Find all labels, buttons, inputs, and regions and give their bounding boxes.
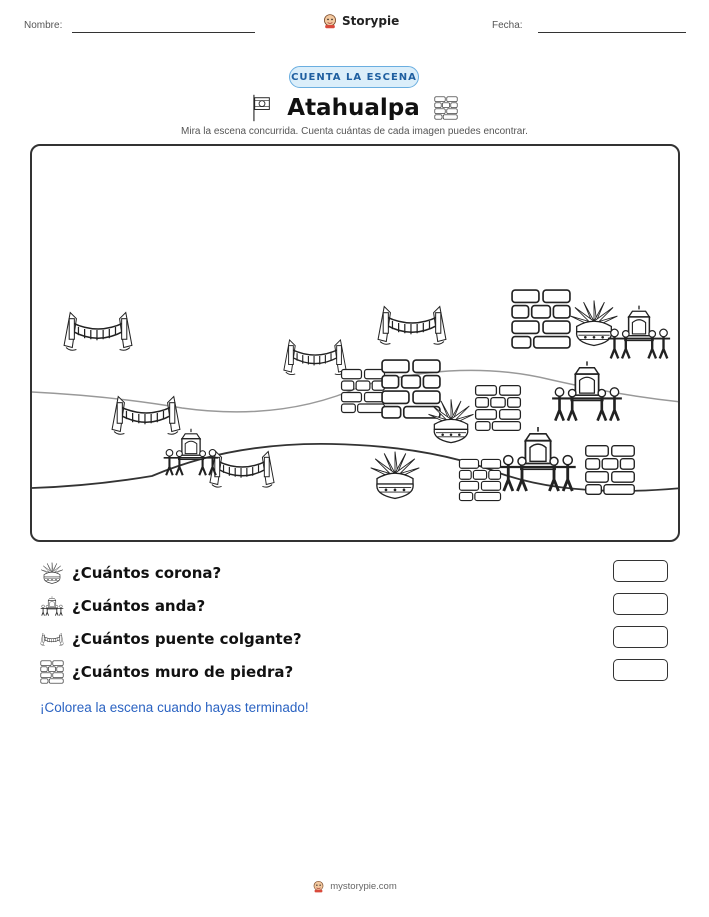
name-field[interactable] xyxy=(72,32,255,33)
question-text: ¿Cuántos anda? xyxy=(72,597,206,615)
hanging-bridge-1 xyxy=(64,313,132,351)
hanging-bridge-3 xyxy=(378,307,446,345)
title-row xyxy=(200,92,509,124)
question-text: ¿Cuántos muro de piedra? xyxy=(72,663,294,681)
hanging-bridge-2 xyxy=(284,340,346,375)
litter-icon xyxy=(40,594,64,618)
question-bridge xyxy=(40,626,672,652)
coloring-instruction: ¡Colorea la escena cuando hayas terminado! xyxy=(40,700,309,715)
stone-wall-4 xyxy=(476,386,521,431)
answer-box-crown[interactable] xyxy=(613,560,668,582)
stone-wall-6 xyxy=(586,446,635,495)
stone-wall-3 xyxy=(382,360,440,418)
flag-icon xyxy=(251,93,273,123)
crown-3 xyxy=(371,452,420,499)
page-title: Atahualpa xyxy=(287,95,420,121)
instructions-subtitle: Mira la escena concurrida. Cuenta cuántas de cada imagen puedes encontrar. xyxy=(181,126,528,137)
stone-wall-1 xyxy=(512,290,570,348)
question-wall xyxy=(40,659,672,685)
mascot-icon xyxy=(322,13,338,29)
logo-text: Storypie xyxy=(342,14,400,28)
question-litter xyxy=(40,593,672,619)
name-label: Nombre: xyxy=(24,20,63,31)
litter-4 xyxy=(500,427,575,491)
question-text: ¿Cuántos corona? xyxy=(72,564,222,582)
footer-url[interactable]: mystorypie.com xyxy=(330,881,397,892)
answer-box-bridge[interactable] xyxy=(613,626,668,648)
storypie-logo xyxy=(322,13,399,29)
question-text: ¿Cuántos puente colgante? xyxy=(72,630,302,648)
litter-2 xyxy=(552,361,622,420)
answer-box-wall[interactable] xyxy=(613,659,668,681)
question-crown xyxy=(40,560,672,586)
hanging-bridge-5 xyxy=(210,451,274,487)
footer xyxy=(0,880,709,893)
answer-box-litter[interactable] xyxy=(613,593,668,615)
hanging-bridge-icon xyxy=(40,627,64,651)
crown-icon xyxy=(40,561,64,585)
scene-illustration xyxy=(32,146,680,542)
date-field[interactable] xyxy=(538,32,686,33)
litter-1 xyxy=(608,306,670,359)
counting-scene xyxy=(30,144,680,542)
date-label: Fecha: xyxy=(492,20,523,31)
activity-badge: CUENTA LA ESCENA xyxy=(289,66,419,88)
mascot-icon xyxy=(312,880,325,893)
stone-wall-2 xyxy=(342,370,385,413)
stone-wall-icon xyxy=(40,660,64,684)
hill-line-lower xyxy=(32,444,680,491)
stone-wall-icon xyxy=(434,96,458,120)
